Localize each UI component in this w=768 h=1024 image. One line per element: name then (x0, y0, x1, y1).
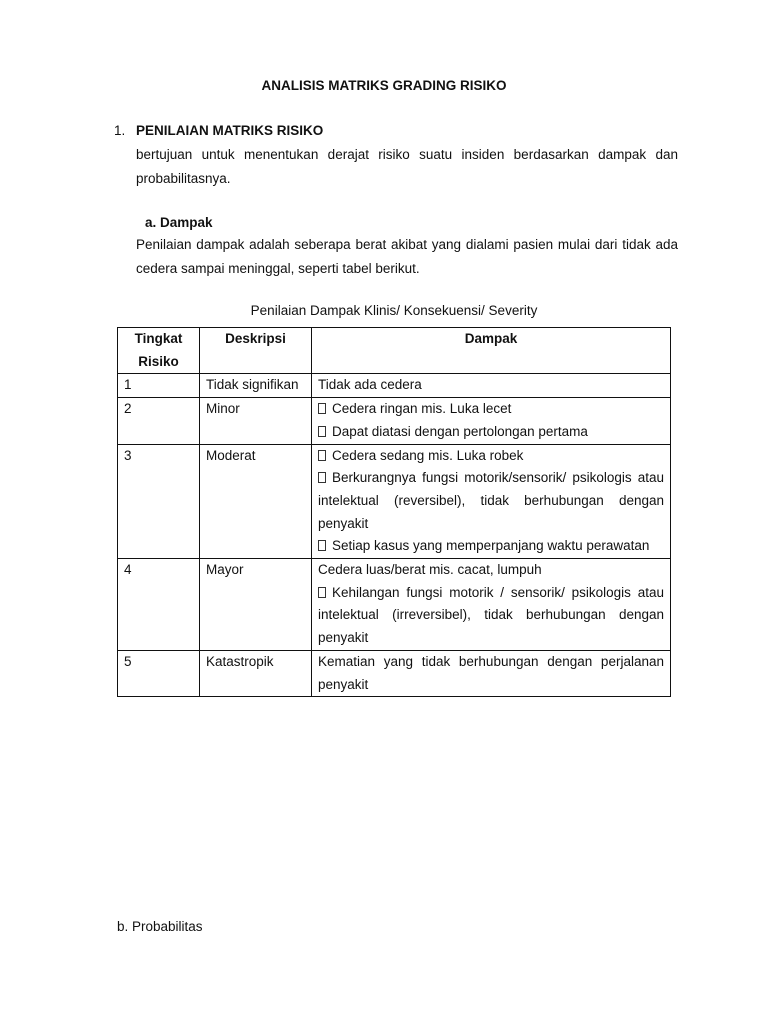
cell-description: Mayor (200, 559, 312, 651)
impact-item-text: Dapat diatasi dengan pertolongan pertama (332, 423, 588, 439)
cell-level: 4 (118, 559, 200, 651)
table-row (118, 650, 671, 696)
impact-item (318, 398, 664, 421)
cell-description: Minor (200, 398, 312, 444)
cell-description: Moderat (200, 444, 312, 559)
table-row (118, 398, 671, 444)
impact-item-text: Kematian yang tidak berhubungan dengan perjalanan penyakit (318, 653, 664, 692)
subsection-a-title: a. Dampak (145, 215, 213, 230)
document-title: ANALISIS MATRIKS GRADING RISIKO (261, 78, 507, 93)
subsection-a-paragraph: Penilaian dampak adalah seberapa berat akibat yang dialami pasien mulai dari tidak ada cedera sampai meninggal, seperti tabel berikut. (136, 237, 678, 276)
impact-item (318, 467, 664, 535)
section-number: 1. (114, 123, 126, 138)
table-row (118, 374, 671, 398)
table-row (118, 444, 671, 559)
cell-impact (312, 398, 671, 444)
impact-item-text: Setiap kasus yang memperpanjang waktu perawatan (332, 538, 650, 554)
table-body (118, 374, 671, 697)
cell-description: Katastropik (200, 650, 312, 696)
cell-level: 3 (118, 444, 200, 559)
section-intro-paragraph: bertujuan untuk menentukan derajat risiko suatu insiden berdasarkan dampak dan probabilitasnya. (136, 147, 678, 186)
impact-item (318, 445, 664, 468)
impact-item-text: Berkurangnya fungsi motorik/sensorik/ psikologis atau intelektual (reversibel), tidak berhubungan dengan penyakit (318, 470, 664, 531)
impact-item-text: Cedera sedang mis. Luka robek (332, 447, 524, 463)
cell-impact (312, 650, 671, 696)
impact-table (117, 327, 671, 697)
header-level: Tingkat Risiko (118, 328, 200, 374)
cell-level: 1 (118, 374, 200, 398)
bullet-box-icon (318, 472, 326, 483)
cell-level: 2 (118, 398, 200, 444)
impact-item-text: Kehilangan fungsi motorik / sensorik/ psikologis atau intelektual (irreversibel), tidak berhubungan dengan penyakit (318, 584, 664, 646)
impact-item (318, 651, 664, 696)
header-description: Deskripsi (200, 328, 312, 374)
header-impact: Dampak (312, 328, 671, 374)
bullet-box-icon (318, 426, 326, 437)
impact-item-text: Tidak ada cedera (318, 377, 422, 393)
table-header-row (118, 328, 671, 374)
cell-impact (312, 444, 671, 559)
table-caption: Penilaian Dampak Klinis/ Konsekuensi/ Severity (250, 303, 538, 318)
impact-item (318, 559, 664, 582)
bullet-box-icon (318, 403, 326, 414)
section-title: PENILAIAN MATRIKS RISIKO (136, 123, 324, 138)
impact-item (318, 421, 664, 444)
cell-description: Tidak signifikan (200, 374, 312, 398)
impact-item (318, 582, 664, 650)
bullet-box-icon (318, 540, 326, 551)
subsection-b-title: b. Probabilitas (117, 919, 203, 934)
impact-item (318, 535, 664, 558)
table-row (118, 559, 671, 651)
impact-item-text: Cedera ringan mis. Luka lecet (332, 401, 512, 417)
bullet-box-icon (318, 587, 326, 598)
cell-level: 5 (118, 650, 200, 696)
cell-impact (312, 559, 671, 651)
bullet-box-icon (318, 450, 326, 461)
impact-item (318, 374, 664, 397)
cell-impact (312, 374, 671, 398)
impact-item-text: Cedera luas/berat mis. cacat, lumpuh (318, 562, 542, 578)
